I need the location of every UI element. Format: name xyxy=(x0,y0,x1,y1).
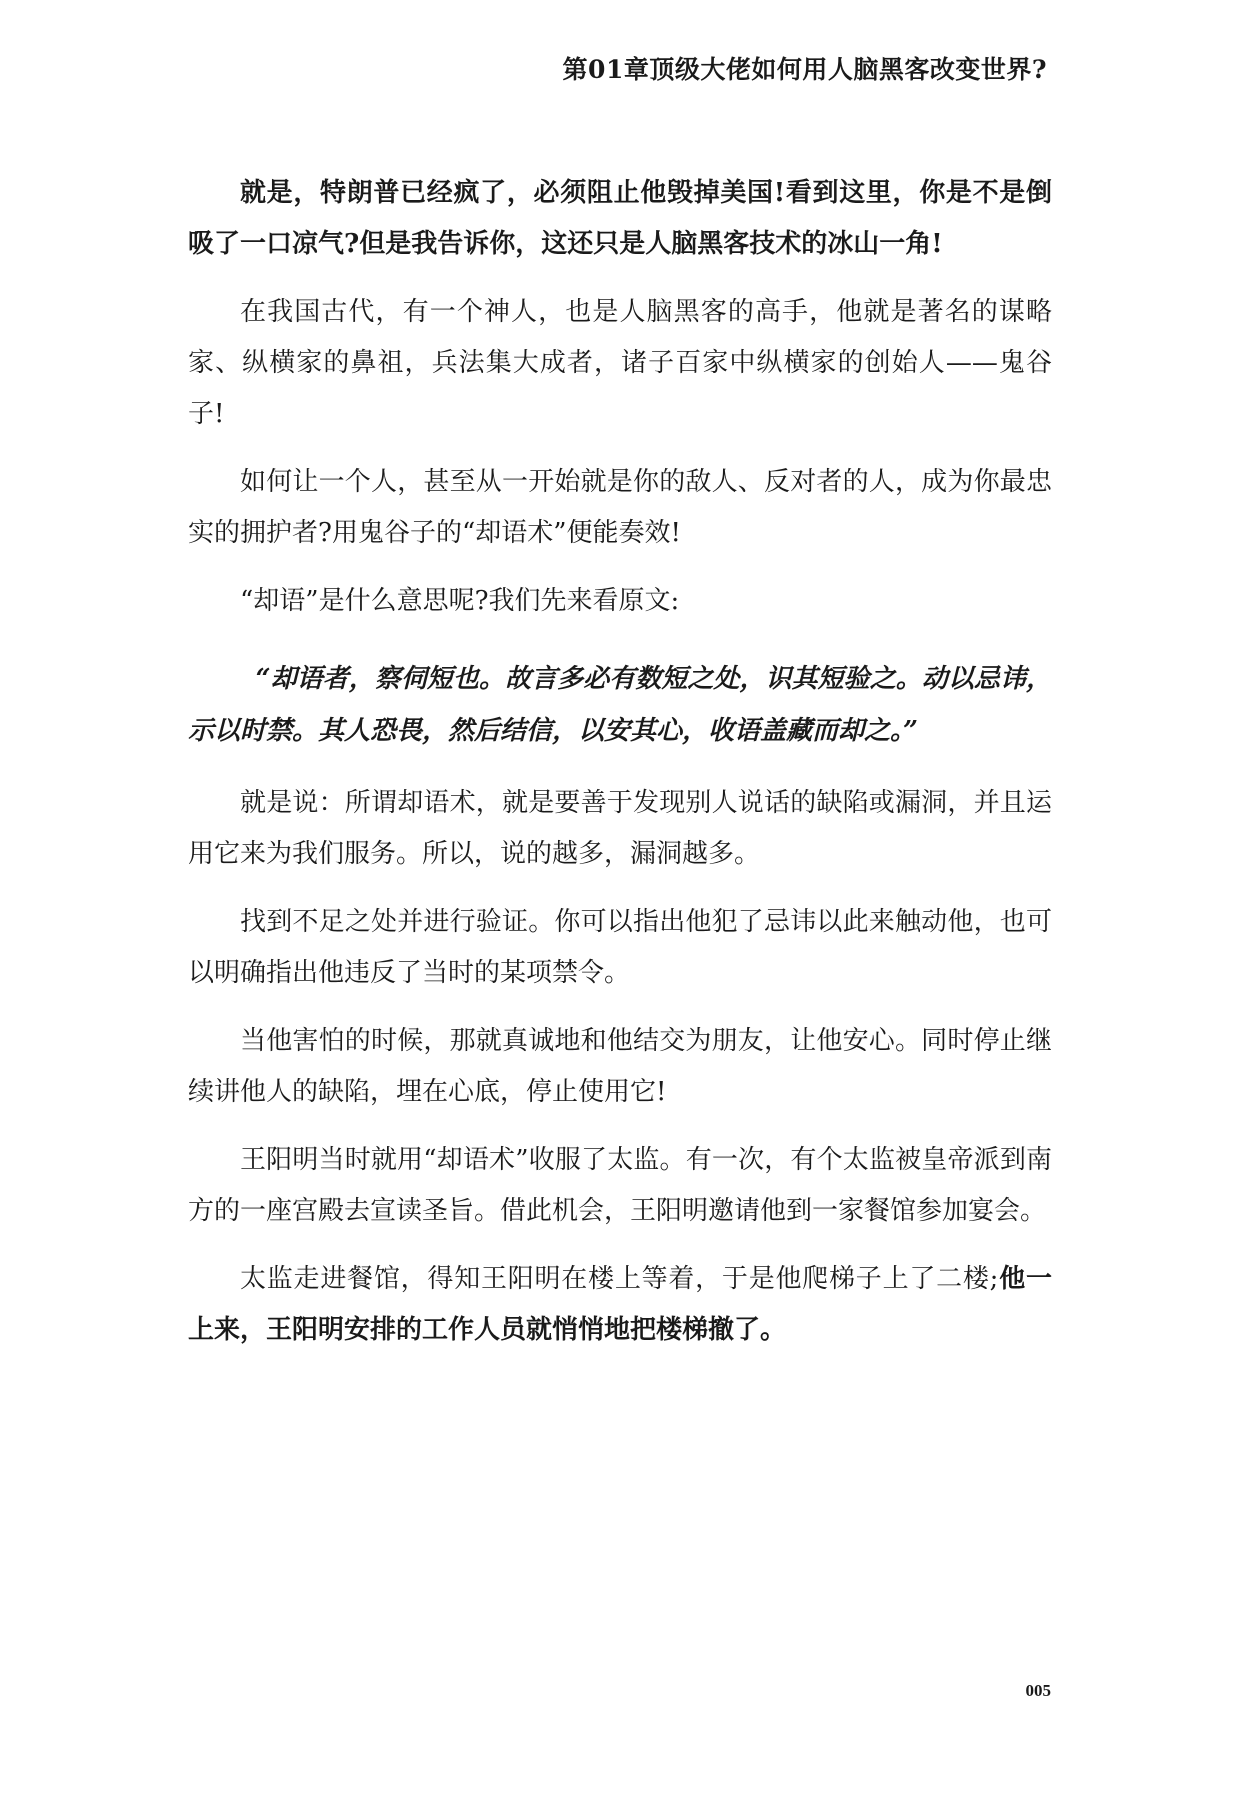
paragraph: 当他害怕的时候，那就真诚地和他结交为朋友，让他安心。同时停止继续讲他人的缺陷，埋在心底，停止使用它! xyxy=(188,1026,1052,1107)
paragraph: 王阳明当时就用“却语术”收服了太监。有一次，有个太监被皇帝派到南方的一座宫殿去宣读圣旨。借此机会，王阳明邀请他到一家餐馆参加宴会。 xyxy=(188,1145,1052,1226)
paragraph: 就是说：所谓却语术，就是要善于发现别人说话的缺陷或漏洞，并且运用它来为我们服务。所以，说的越多，漏洞越多。 xyxy=(188,788,1052,869)
paragraph-normal-text: 太监走进餐馆，得知王阳明在楼上等着，于是他爬梯子上了二楼; xyxy=(240,1264,999,1294)
chapter-title: 第01章顶级大佬如何用人脑黑客改变世界? xyxy=(562,55,1047,84)
paragraph: 就是，特朗普已经疯了，必须阻止他毁掉美国!看到这里，你是不是倒吸了一口凉气?但是我告诉你，这还只是人脑黑客技术的冰山一角! xyxy=(188,178,1052,259)
paragraph: “却语”是什么意思呢?我们先来看原文: xyxy=(240,586,680,616)
paragraph: 找到不足之处并进行验证。你可以指出他犯了忌讳以此来触动他，也可以明确指出他违反了当时的某项禁令。 xyxy=(188,907,1052,988)
paragraph: 如何让一个人，甚至从一开始就是你的敌人、反对者的人，成为你最忠实的拥护者?用鬼谷子的“却语术”便能奏效! xyxy=(188,467,1052,548)
paragraph-bold-text: 他一上来，王阳明安排的工作人员就悄悄地把楼梯撤了。 xyxy=(188,1264,1052,1345)
quotation: “却语者，察伺短也。故言多必有数短之处，识其短验之。动以忌讳，示以时禁。其人恐畏，然后结信，以安其心，收语盖藏而却之。” xyxy=(188,664,1052,746)
paragraph xyxy=(188,1254,1052,1356)
page-number: 005 xyxy=(1025,1681,1051,1700)
page-body xyxy=(188,168,1052,1373)
paragraph: 在我国古代，有一个神人，也是人脑黑客的高手，他就是著名的谋略家、纵横家的鼻祖，兵法集大成者，诸子百家中纵横家的创始人——鬼谷子! xyxy=(188,297,1052,429)
